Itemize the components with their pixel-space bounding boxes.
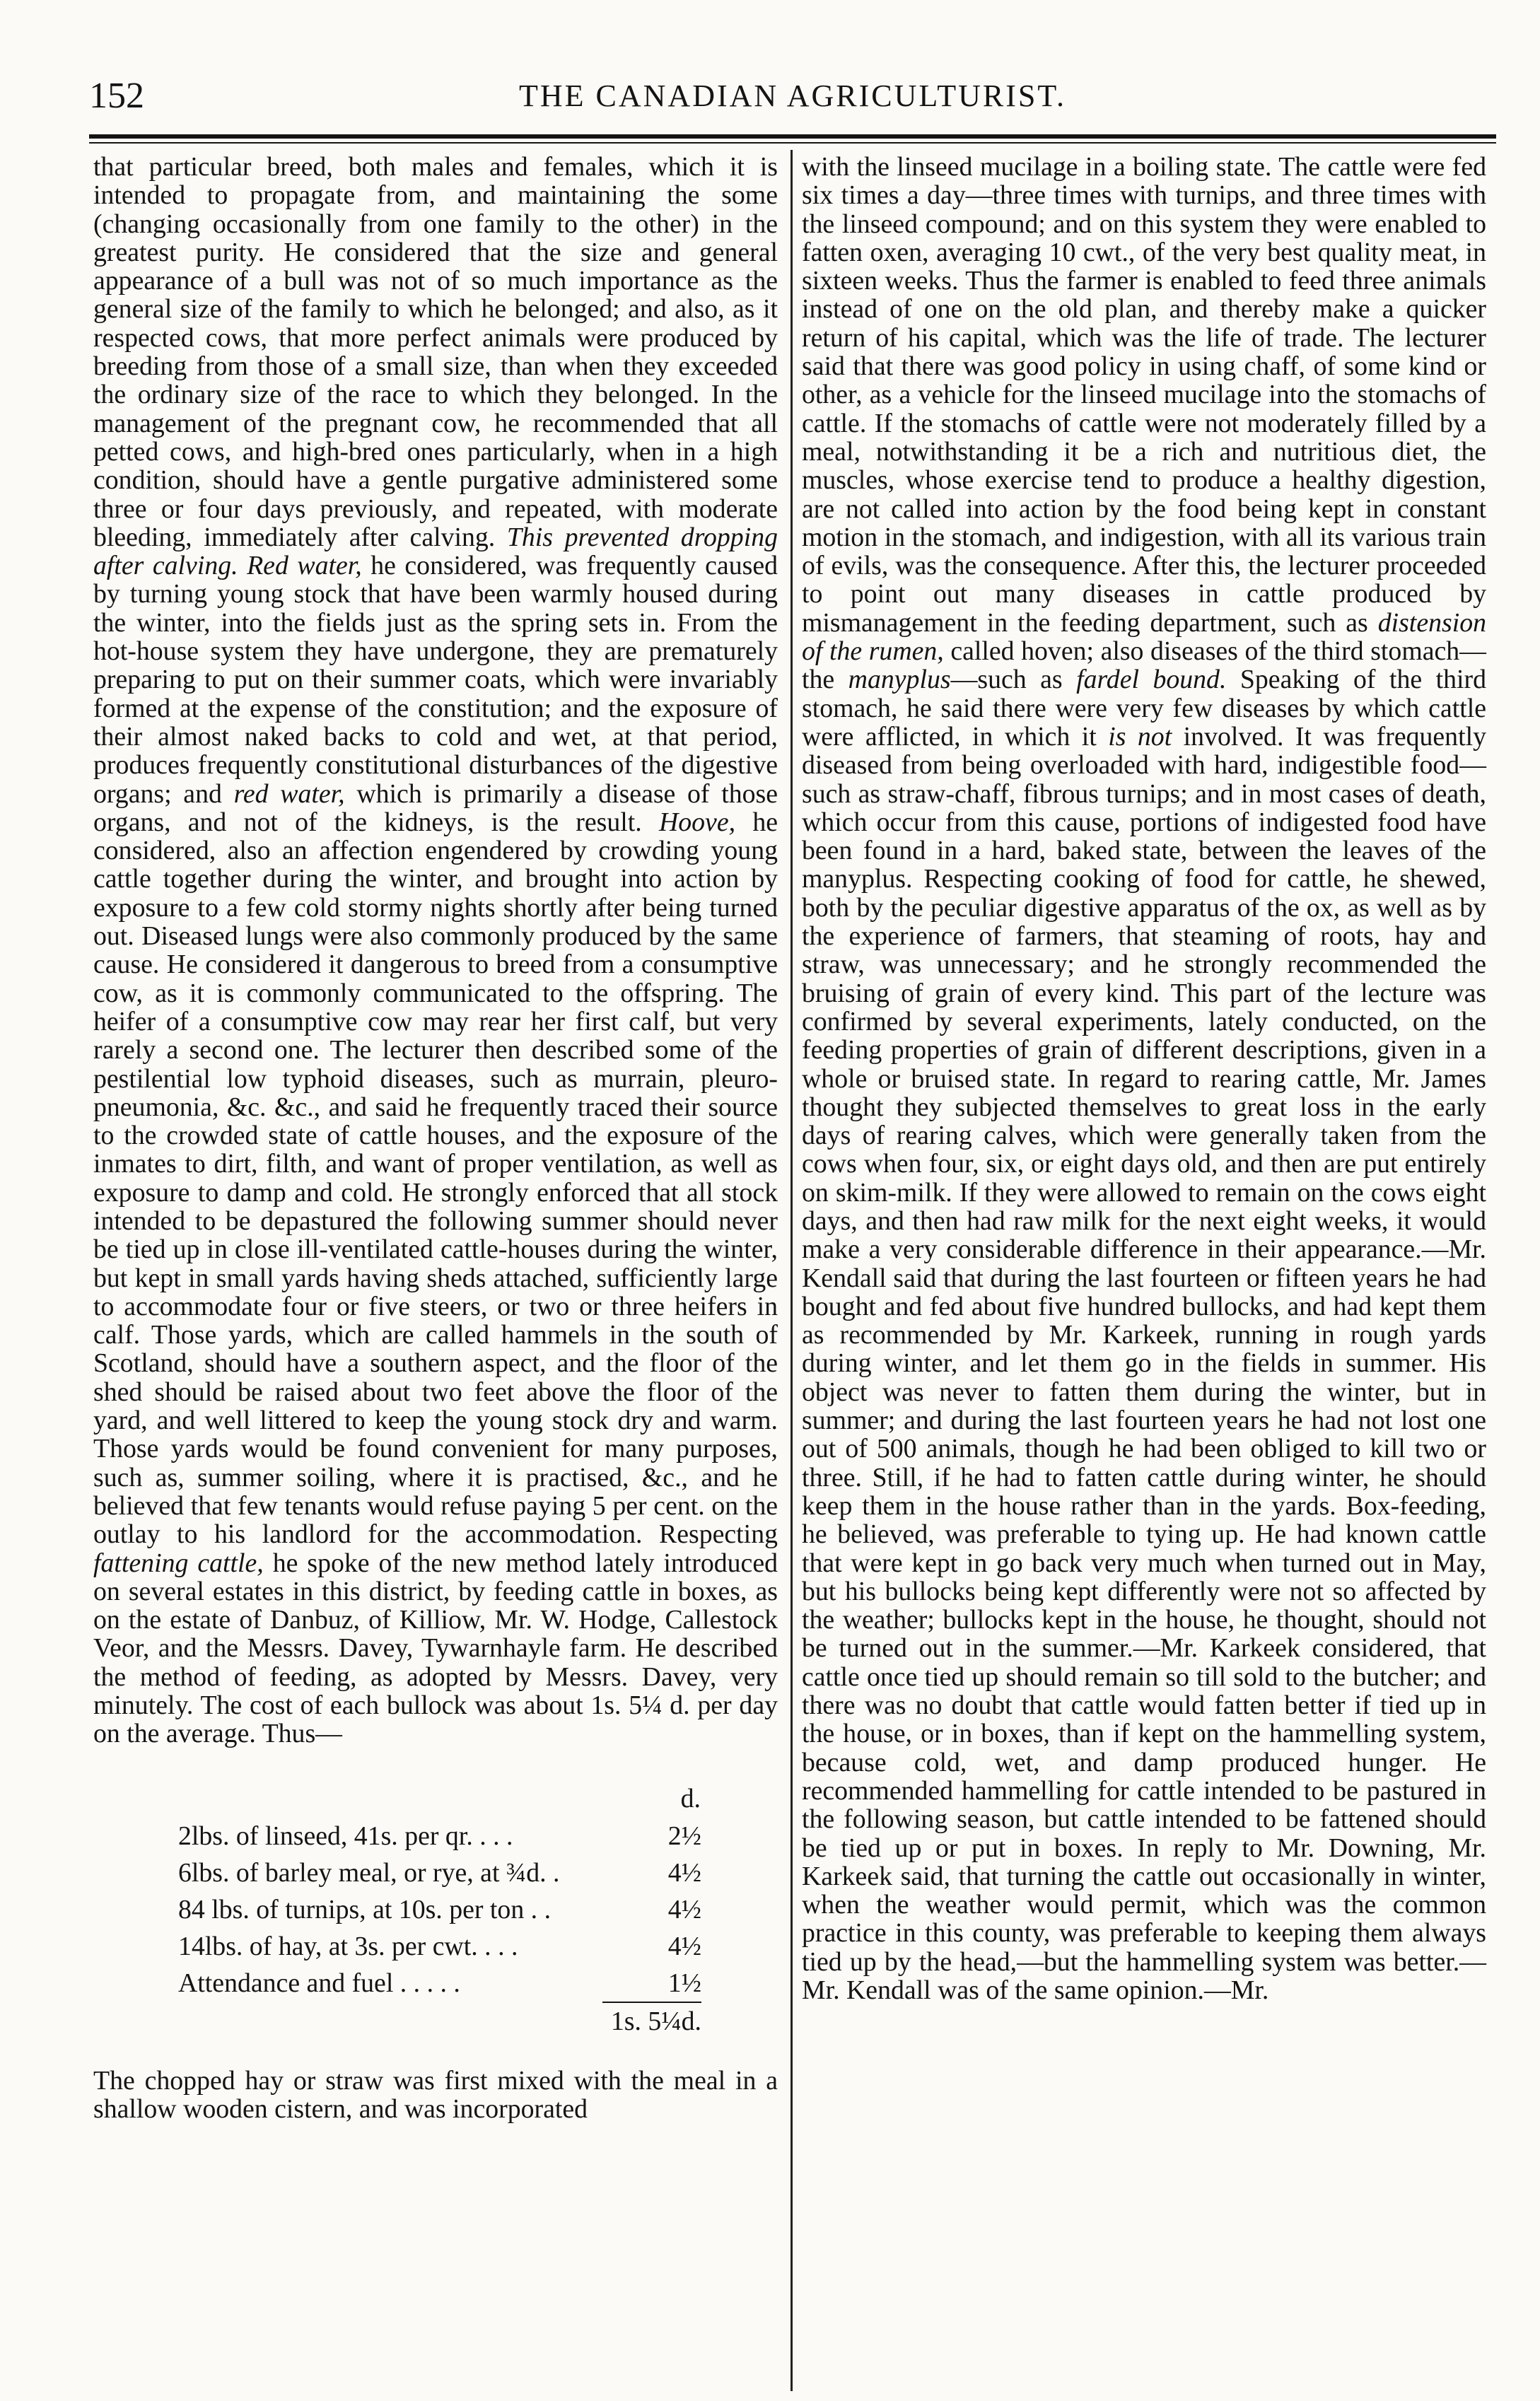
table-row: [178, 1854, 701, 1891]
text-run: —such as: [950, 665, 1063, 695]
cost-value: 2½: [667, 1821, 701, 1851]
cost-item: 14lbs. of hay, at 3s. per cwt. . . .: [178, 1931, 518, 1961]
italic-run: Hoove,: [658, 807, 736, 837]
cost-item: 6lbs. of barley meal, or rye, at ¾d. .: [178, 1857, 560, 1888]
cost-value: 4½: [667, 1894, 701, 1924]
cost-item: 84 lbs. of turnips, at 10s. per ton . .: [178, 1894, 552, 1924]
text-run: involved. It was frequently diseased from being overloaded with hard, indigestible food—such as straw-chaff, fibrous turnips; and in most cases of death, which occur from this cause, portions of indigested food have been found in a hard, baked state, between the leaves of the manyplus. Respecting cooking of food for cattle, he shewed, both by the peculiar digestive apparatus of the ox, as well as by the experience of farmers, that steaming of roots, hay and straw, was unnecessary; and he strongly recommended the bruising of grain of every kind. This part of the lecture was confirmed by several experiments, lately conducted, on the feeding properties of grain of different descriptions, given in a whole or bruised state. In regard to rearing cattle, Mr. James thought they subjected themselves to great loss in the early days of rearing calves, which were generally taken from the cows when four, six, or eight days old, and then are put entirely on skim-milk. If they were allowed to remain on the cows eight days, and then had raw milk for the next eight weeks, it would make a very considerable difference in their appearance.—Mr. Kendall said that during the last fourteen or fifteen years he had bought and fed about five hundred bullocks, and had kept them as recommended by Mr. Karkeek, running in rough yards during winter, and let them go in the fields in summer. His object was never to fatten them during the winter, but in summer; and during the last fourteen years he had not lost one out of 500 animals, though he had been obliged to kill two or three. Still, if he had to fatten cattle during winter, he should keep them in the house rather than in the yards. Box-feeding, he believed, was preferable to tying up. He had known cattle that were kept in go back very much when turned out in May, but his bullocks being kept differently were not so affected by the weather; bullocks kept in the house, he thought, should not be turned out in the summer.—Mr. Karkeek considered, that cattle once tied up should remain so till sold to the butcher; and there was no doubt that cattle would fatten better if tied up in the house, or in boxes, than if kept on the hammelling system, because cold, wet, and damp produced hunger. He recommended hammelling for cattle intended to be pastured in the following season, but cattle intended to be fattened should be tied up or put in boxes. In reply to Mr. Downing, Mr. Karkeek said, that turning the cattle out occasionally in winter, when the weather would permit, which was the common practice in this county, was preferable to keeping them always tied up by the head,—but the hammelling system was better.—Mr. Kendall was of the same opinion.—Mr.: [802, 721, 1486, 2005]
cost-total-row: [178, 2002, 701, 2040]
table-row: [178, 1965, 701, 2002]
text-run: he considered, was frequently caused by turning young stock that have been warmly housed during the winter, into the fields just as the spring sets in. From the hot-house system they have undergone, they are prematurely preparing to put on their summer coats, which were invariably formed at the expense of the constitution; and the exposure of their almost naked backs to cold and wet, at that period, produces frequently constitutional disturbances of the digestive organs; and: [93, 551, 778, 809]
cost-table: [178, 1780, 701, 2040]
cost-value: 1½: [667, 1968, 701, 1998]
left-column: [93, 153, 778, 2123]
table-row: [178, 1818, 701, 1854]
italic-run: fattening cattle,: [93, 1548, 264, 1578]
page-header: [89, 74, 1496, 119]
text-run: Speaking of the third stomach, he said there were very few diseases by which cattle were afflicted, in which it: [802, 665, 1487, 752]
text-run: he considered, also an affection engendered by crowding young cattle together during the winter, and brought into action by exposure to a few cold stormy nights shortly after being turned out. Diseased lungs were also commonly produced by the same cause. He considered it dangerous to breed from a consumptive cow, as it is commonly communicated to the offspring. The heifer of a consumptive cow may rear her first calf, but very rarely a second one. The lecturer then described some of the pestilential low typhoid diseases, such as murrain, pleuro-pneumonia, &c. &c., and said he frequently traced their source to the crowded state of cattle houses, and the exposure of the inmates to dirt, filth, and want of proper ventilation, as well as exposure to damp and cold. He strongly enforced that all stock intended to be depastured the following summer should never be tied up in close ill-ventilated cattle-houses during the winter, but kept in small yards having sheds attached, sufficiently large to accommodate four or five steers, or two or three heifers in calf. Those yards, which are called hammels in the south of Scotland, should have a southern aspect, and the floor of the shed should be raised about two feet above the floor of the yard, and well littered to keep the young stock dry and warm. Those yards would be found convenient for many purposes, such as, summer soiling, where it is practised, &c., and he believed that few tenants would refuse paying 5 per cent. on the outlay to his landlord for the accommodation. Respecting: [93, 807, 778, 1550]
header-rule-thick: [89, 134, 1496, 139]
cost-item: 2lbs. of linseed, 41s. per qr. . . .: [178, 1821, 513, 1851]
right-column: [802, 153, 1486, 2004]
italic-run: manyplus: [848, 665, 951, 695]
table-row: [178, 1928, 701, 1965]
table-row: [178, 1891, 701, 1928]
text-run: that particular breed, both males and females, which it is intended to propagate from, and maintaining the some (changing occasionally from one family to the other) in the greatest purity. He considered that the size and general appearance of a bull was not of so much importance as the general size of the family to which he belonged; and also, as it respected cows, that more perfect animals were produced by breeding from those of a small size, than when they exceeded the ordinary size of the race to which they belonged. In the management of the pregnant cow, he recommended that all petted cows, and high-bred ones particularly, when in a high condition, should have a gentle purgative administered some three or four days previously, and repeated, with moderate bleeding, immediately after calving.: [93, 152, 778, 552]
page-number: 152: [89, 76, 144, 116]
italic-run: distension of the rumen,: [802, 607, 1486, 667]
header-rule-thin: [89, 142, 1496, 144]
cost-item: Attendance and fuel . . . . .: [178, 1968, 460, 1999]
italic-run: red water,: [233, 778, 345, 809]
italic-run: Red water,: [247, 551, 362, 581]
cost-value: 4½: [667, 1857, 701, 1888]
text-run: which is primarily a disease of those organs, and not of the kidneys, is the result.: [93, 778, 778, 837]
italic-run: fardel bound.: [1076, 665, 1227, 695]
right-paragraph: [802, 153, 1486, 2004]
text-run: he spoke of the new method lately introduced on several estates in this district, by feeding cattle in boxes, as on the estate of Danbuz, of Killiow, Mr. W. Hodge, Callestock Veor, and the Messrs. Davey, Tywarnhayle farm. He described the method of feeding, as adopted by Messrs. Davey, very minutely. The cost of each bullock was about 1s. 5¼ d. per day on the average. Thus—: [93, 1548, 778, 1749]
text-run: with the linseed mucilage in a boiling state. The cattle were fed six times a day—three times with turnips, and three times with the linseed compound; and on this system they were enabled to fatten oxen, averaging 10 cwt., of the very best quality meat, in sixteen weeks. Thus the farmer is enabled to feed three animals instead of one on the old plan, and thereby make a quicker return of his capital, which was the life of trade. The lecturer said that there was good policy in using chaff, of some kind or other, as a vehicle for the linseed mucilage into the stomachs of cattle. If the stomachs of cattle were not moderately filled by a meal, notwithstanding it be a rich and nutritious diet, the muscles, whose exercise tend to produce a healthy digestion, are not called into action by the food being kept in constant motion in the stomach, and indigestion, with all its various train of evils, was the consequence. After this, the lecturer proceeded to point out many diseases in cattle produced by mismanagement in the feeding department, such as: [802, 152, 1486, 638]
italic-run: is not: [1108, 721, 1172, 752]
cost-value: 4½: [667, 1931, 701, 1961]
left-paragraph-final: The chopped hay or straw was first mixed with the meal in a shallow wooden cistern, and was incorporated: [93, 2065, 778, 2124]
cost-table-header: [178, 1780, 701, 1818]
italic-run: This prevented dropping after calving.: [93, 522, 778, 581]
cost-total: 1s. 5¼d.: [602, 2002, 701, 2040]
unit-header: d.: [680, 1783, 701, 1813]
column-divider: [791, 150, 793, 2391]
left-paragraph: [93, 153, 778, 1748]
running-title: THE CANADIAN AGRICULTURIST.: [519, 78, 1066, 113]
text-run: called hoven; also diseases of the third stomach—the: [802, 636, 1486, 695]
